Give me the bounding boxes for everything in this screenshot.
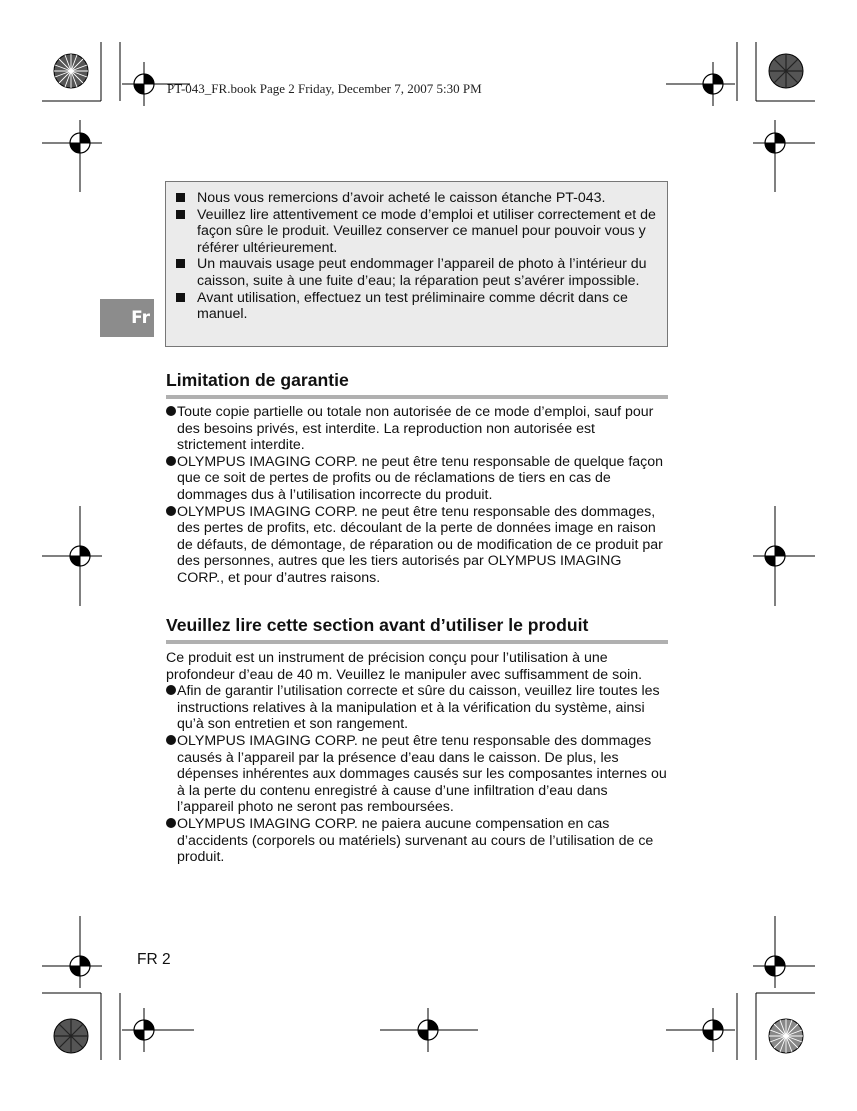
print-header: PT-043_FR.book Page 2 Friday, December 7, 2007 5:30 PM bbox=[167, 81, 482, 96]
list-item: OLYMPUS IMAGING CORP. ne peut être tenu responsable des dommages causés à l’appareil par la présence d’eau dans le caisson. De plus, les dépenses inhérentes aux dommages causés sur les composantes internes ou à la perte du contenu enregistré à cause d’une infiltration d’eau dans l’appareil photo ne seront pas remboursées. bbox=[166, 733, 668, 816]
registration-mark bbox=[122, 1008, 166, 1052]
registration-mark bbox=[691, 1008, 735, 1052]
round-bullet-icon bbox=[166, 406, 176, 416]
round-bullet-icon bbox=[166, 506, 176, 516]
notice-box bbox=[165, 181, 668, 347]
square-bullet-icon bbox=[176, 210, 185, 219]
round-bullet-icon bbox=[166, 456, 176, 466]
registration-mark bbox=[406, 1008, 450, 1052]
starburst-mark-bottom-right bbox=[769, 1019, 803, 1053]
list-item: Toute copie partielle ou totale non autorisée de ce mode d’emploi, sauf pour des besoins privés, est interdite. La reproduction non autorisée est strictement interdite. bbox=[166, 404, 668, 454]
square-bullet-icon bbox=[176, 193, 185, 202]
list-item: OLYMPUS IMAGING CORP. ne peut être tenu responsable des dommages, des pertes de profits, etc. découlant de la perte de données image en raison de défauts, de démontage, de réparation ou de modification de ce produit par des personnes, autres que les tiers autorisés par OLYMPUS IMAGING CORP., et pour d’autres raisons. bbox=[166, 504, 668, 587]
round-bullet-icon bbox=[166, 735, 176, 745]
before-use-body bbox=[166, 650, 668, 866]
before-use-intro: Ce produit est un instrument de précision conçu pour l’utilisation à une profondeur d’eau de 40 m. Veuillez le manipuler avec suffisamment de soin. bbox=[166, 650, 643, 683]
registration-mark bbox=[753, 944, 797, 988]
page-number: FR 2 bbox=[137, 951, 171, 968]
language-tab: Fr bbox=[100, 299, 154, 337]
starburst-mark-top-right bbox=[769, 54, 803, 88]
registration-mark bbox=[58, 944, 102, 988]
registration-mark bbox=[691, 62, 735, 106]
square-bullet-icon bbox=[176, 259, 185, 268]
notice-item: Avant utilisation, effectuez un test préliminaire comme décrit dans ce manuel. bbox=[176, 290, 657, 323]
round-bullet-icon bbox=[166, 818, 176, 828]
list-item: Afin de garantir l’utilisation correcte et sûre du caisson, veuillez lire toutes les instructions relatives à la manipulation et à la vérification du système, ainsi qu’à son entretien et son rangement. bbox=[166, 683, 668, 733]
warranty-list bbox=[166, 404, 668, 587]
list-item: OLYMPUS IMAGING CORP. ne paiera aucune compensation en cas d’accidents (corporels ou matériels) survenant au cours de l’utilisation de ce produit. bbox=[166, 816, 668, 866]
square-bullet-icon bbox=[176, 293, 185, 302]
notice-item: Veuillez lire attentivement ce mode d’emploi et utiliser correctement et de façon sûre le produit. Veuillez conserver ce manuel pour pouvoir vous y référer ultérieurement. bbox=[176, 207, 657, 257]
list-item: OLYMPUS IMAGING CORP. ne peut être tenu responsable de quelque façon que ce soit de pertes de profits ou de réclamations de tiers en cas de dommages dus à l’utilisation incorrecte du produit. bbox=[166, 454, 668, 504]
warranty-heading: Limitation de garantie bbox=[166, 370, 668, 399]
starburst-mark-bottom-left bbox=[54, 1019, 88, 1053]
notice-item: Un mauvais usage peut endommager l’appareil de photo à l’intérieur du caisson, suite à une fuite d’eau; la réparation peut s’avérer impossible. bbox=[176, 256, 657, 289]
before-use-heading: Veuillez lire cette section avant d’utiliser le produit bbox=[166, 615, 668, 644]
registration-mark bbox=[122, 62, 166, 106]
notice-item: Nous vous remercions d’avoir acheté le caisson étanche PT-043. bbox=[176, 190, 657, 207]
round-bullet-icon bbox=[166, 685, 176, 695]
starburst-mark-top-left bbox=[54, 54, 88, 88]
